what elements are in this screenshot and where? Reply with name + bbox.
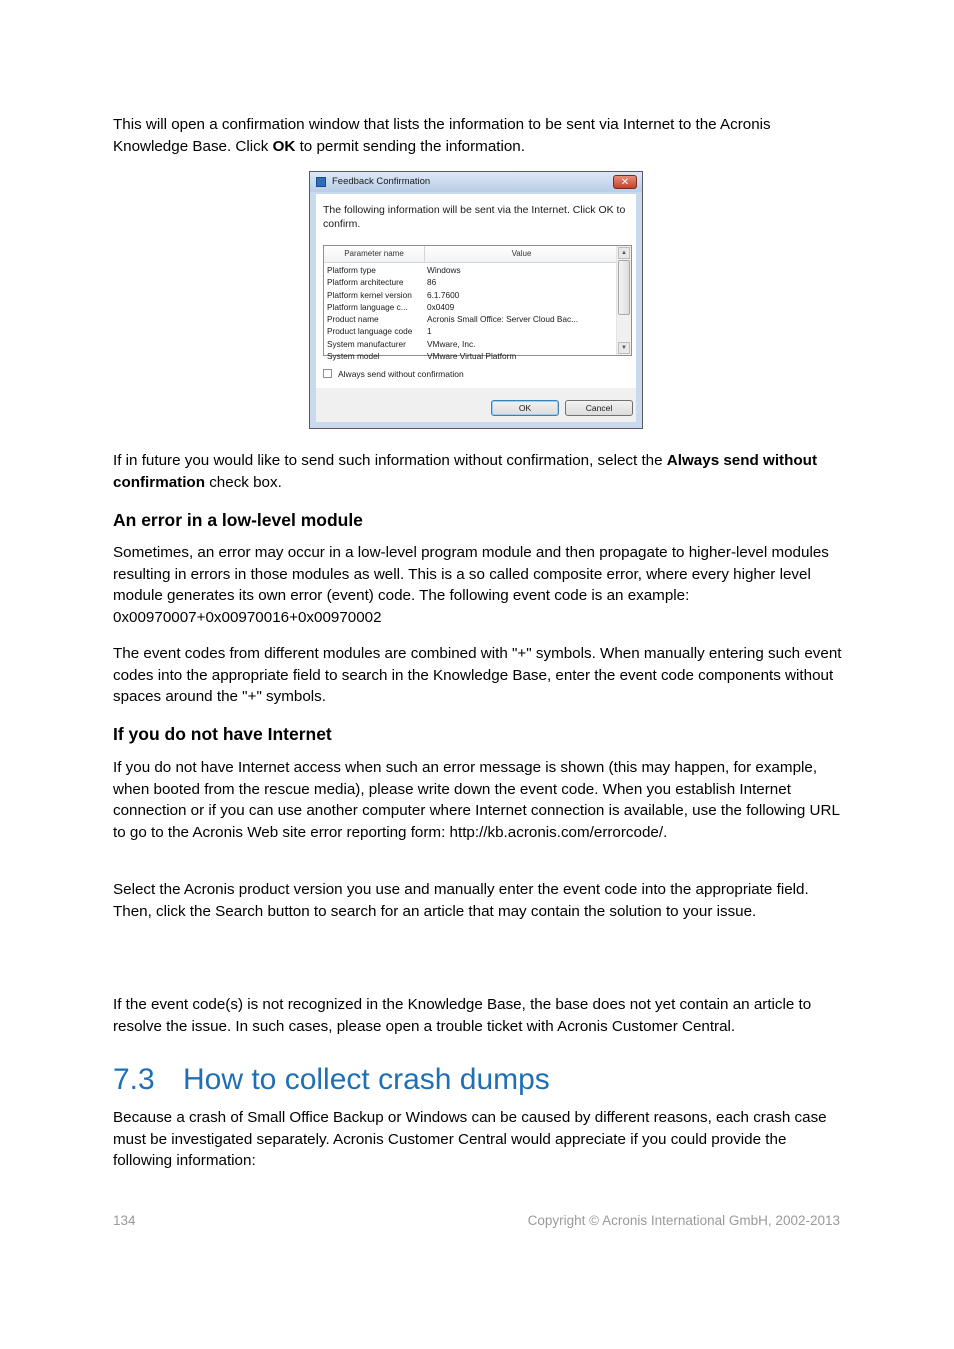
param-name: Product language code — [327, 326, 413, 337]
param-value: 86 — [427, 277, 437, 288]
param-value: Acronis Small Office: Server Cloud Bac... — [427, 314, 579, 325]
param-name: Product name — [327, 314, 379, 325]
always-send-checkbox[interactable] — [323, 369, 332, 378]
list-item[interactable] — [326, 276, 616, 288]
list-header — [324, 246, 618, 263]
param-name: System manufacturer — [327, 338, 406, 349]
column-header-parameter-name[interactable]: Parameter name — [324, 246, 425, 262]
intro-paragraph — [113, 114, 843, 157]
list-item[interactable] — [326, 338, 616, 350]
dialog-titlebar — [310, 172, 642, 192]
list-rows — [326, 264, 616, 362]
column-header-value[interactable]: Value — [511, 249, 532, 258]
after-dialog-paragraph — [113, 450, 843, 493]
heading-low-level-module: An error in a low-level module — [113, 510, 363, 530]
param-name: Platform type — [327, 265, 376, 275]
intro-text-end: to permit sending the information. — [295, 137, 525, 155]
param-value: VMware Virtual Platform — [427, 351, 517, 362]
page-number: 134 — [113, 1213, 136, 1228]
section-title: How to collect crash dumps — [183, 1063, 550, 1096]
param-value: VMware, Inc. — [427, 338, 476, 349]
feedback-confirmation-dialog — [309, 171, 643, 429]
crash-paragraph-1: Because a crash of Small Office Backup or Windows can be caused by different reasons, each crash case must be investigated separately. Acronis Customer Central would appreciate if you could provide the following information: — [113, 1109, 827, 1169]
app-icon — [316, 177, 326, 187]
low-level-paragraph-2: The event codes from different modules are combined with "+" symbols. When manually entering such event codes into the appropriate field to search in the Knowledge Base, enter the event code components without spaces around the "+" symbols. — [113, 645, 842, 705]
vertical-scrollbar[interactable] — [616, 246, 631, 355]
param-name: Platform language c... — [327, 301, 408, 312]
close-button[interactable] — [613, 175, 637, 189]
always-send-checkbox-row[interactable] — [323, 368, 464, 380]
dialog-body — [316, 194, 636, 388]
list-item[interactable] — [326, 325, 616, 337]
close-icon: ✕ — [620, 177, 630, 188]
no-internet-paragraph-1: If you do not have Internet access when such an error message is shown (this may happen, for example, when booted from the rescue media), please write down the event code. When you establish Internet connection or if you can use another computer where Internet connection is available, use the following URL to go to the Acronis Web site error reporting form: http://kb.acronis.com/errorcode/. — [113, 759, 840, 841]
section-heading-crash-dumps — [113, 1060, 550, 1100]
param-value: 0x0409 — [427, 301, 455, 312]
param-name: Platform kernel version — [327, 289, 412, 300]
param-name: System model — [327, 351, 380, 362]
no-internet-paragraph-3: If the event code(s) is not recognized in the Knowledge Base, the base does not yet contain an article to resolve the issue. In such cases, please open a trouble ticket with Acronis Customer Central. — [113, 996, 812, 1035]
dialog-footer — [316, 388, 636, 422]
intro-bold-ok: OK — [272, 137, 296, 155]
scroll-up-icon[interactable]: ▲ — [618, 247, 630, 259]
list-item[interactable] — [326, 301, 616, 313]
after-dialog-bold: Always send without confirmation — [113, 452, 818, 491]
no-internet-paragraph-2: Select the Acronis product version you use and manually enter the event code into the appropriate field. Then, click the Search button to search for an article that may contain the solution to your issue. — [113, 881, 809, 920]
list-item[interactable] — [326, 313, 616, 325]
ok-button[interactable]: OK — [491, 400, 559, 416]
intro-text: This will open a confirmation window that lists the information to be sent via Internet to the Acronis Knowledge Base. Click — [113, 116, 771, 155]
scrollbar-thumb[interactable] — [618, 260, 630, 315]
param-name: Platform architecture — [327, 277, 404, 288]
low-level-paragraph-1: Sometimes, an error may occur in a low-level program module and then propagate to higher-level modules resulting in errors in those modules as well. This is a so called composite error, where every higher level module generates its own error (event) code. The following event code is an example: 0x00970007+0x00970016+0x00970002 — [113, 544, 829, 626]
heading-no-internet: If you do not have Internet — [113, 724, 332, 744]
list-item[interactable] — [326, 350, 616, 362]
scroll-down-icon[interactable]: ▼ — [618, 342, 630, 354]
param-value: 1 — [427, 326, 432, 337]
section-number: 7.3 — [113, 1063, 155, 1096]
dialog-title: Feedback Confirmation — [332, 176, 431, 187]
param-value: Windows — [427, 265, 461, 275]
checkbox-label: Always send without confirmation — [338, 369, 464, 379]
after-dialog-text: If in future you would like to send such information without confirmation, select the — [113, 452, 667, 469]
list-item[interactable] — [326, 289, 616, 301]
param-value: 6.1.7600 — [427, 289, 460, 300]
parameter-list[interactable] — [323, 245, 632, 362]
footer-copyright: Copyright © Acronis International GmbH, 2002-2013 — [527, 1213, 840, 1228]
after-dialog-text-end: check box. — [204, 473, 282, 491]
list-item[interactable] — [326, 264, 616, 276]
cancel-button[interactable]: Cancel — [565, 400, 633, 416]
dialog-message: The following information will be sent via the Internet. Click OK to confirm. — [323, 204, 626, 230]
